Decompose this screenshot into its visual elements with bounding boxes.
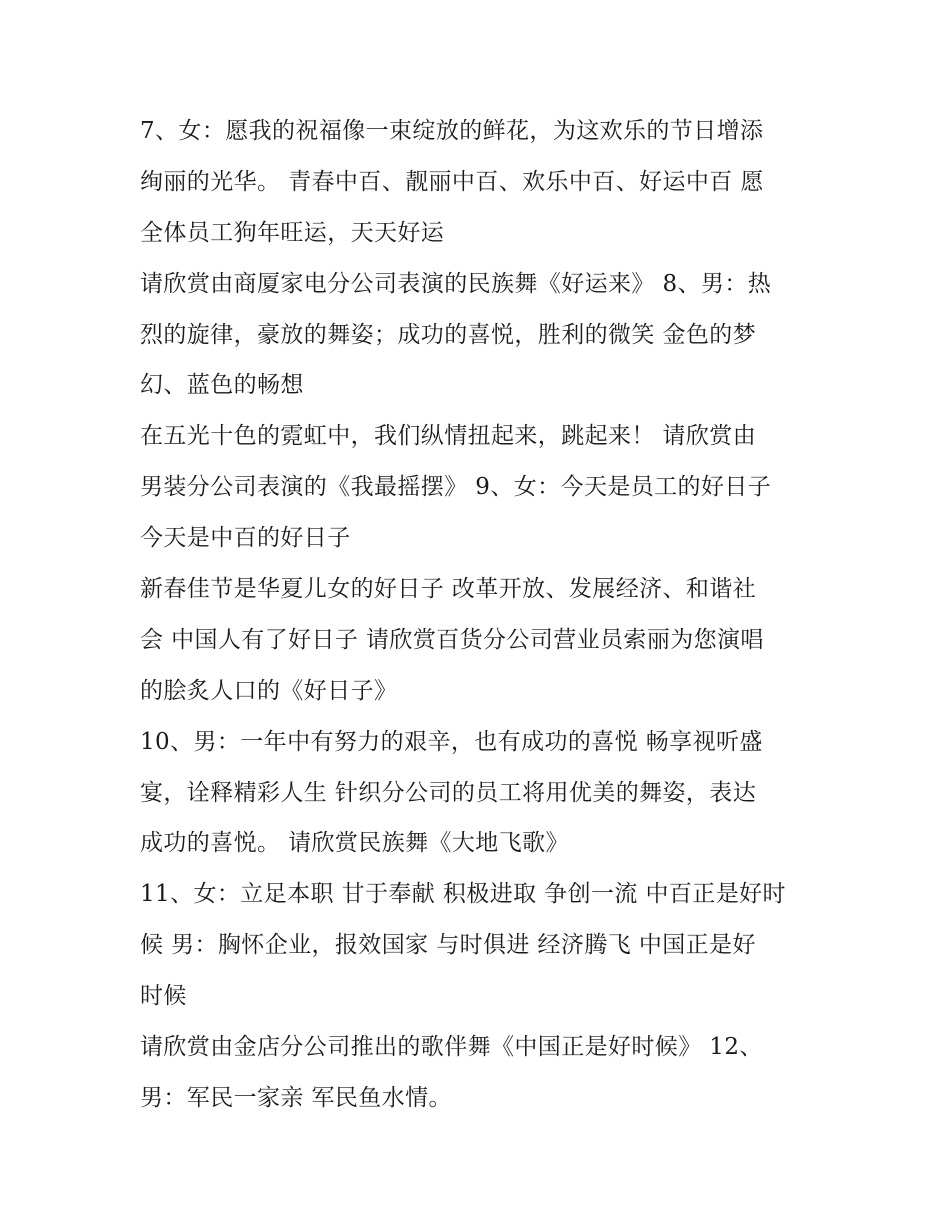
- text-line: 幻、蓝色的畅想: [140, 372, 304, 399]
- text-line: 烈的旋律，豪放的舞姿；成功的喜悦，胜利的微笑 金色的梦: [140, 321, 757, 348]
- text-line: 请欣赏由商厦家电分公司表演的民族舞《好运来》 8、男：热: [140, 270, 772, 297]
- text-line: 在五光十色的霓虹中，我们纵情扭起来，跳起来！ 请欣赏由: [140, 423, 757, 450]
- text-line: 10、男：一年中有努力的艰辛，也有成功的喜悦 畅享视听盛: [140, 728, 763, 755]
- text-line: 宴，诠释精彩人生 针织分公司的员工将用优美的舞姿，表达: [140, 779, 757, 806]
- text-line: 候 男：胸怀企业，报效国家 与时俱进 经济腾飞 中国正是好: [140, 932, 756, 959]
- text-line: 11、女：立足本职 甘于奉献 积极进取 争创一流 中百正是好时: [140, 881, 786, 908]
- text-line: 会 中国人有了好日子 请欣赏百货分公司营业员索丽为您演唱: [140, 626, 764, 653]
- text-line: 成功的喜悦。 请欣赏民族舞《大地飞歌》: [140, 830, 569, 857]
- text-line: 请欣赏由金店分公司推出的歌伴舞《中国正是好时候》 12、: [140, 1034, 763, 1061]
- text-line: 男装分公司表演的《我最摇摆》 9、女：今天是员工的好日子: [140, 474, 772, 501]
- text-line: 全体员工狗年旺运，天天好运: [140, 219, 445, 246]
- document-body: [140, 106, 820, 1124]
- text-line: 男：军民一家亲 军民鱼水情。: [140, 1084, 452, 1111]
- text-line: 新春佳节是华夏儿女的好日子 改革开放、发展经济、和谐社: [140, 576, 757, 603]
- text-line: 绚丽的光华。 青春中百、靓丽中百、欢乐中百、好运中百 愿: [140, 168, 764, 195]
- text-line: 的脍炙人口的《好日子》: [140, 677, 398, 704]
- text-line: 时候: [140, 983, 187, 1010]
- text-line: 7、女：愿我的祝福像一束绽放的鲜花，为这欢乐的节日增添: [140, 118, 764, 144]
- text-line: 今天是中百的好日子: [140, 525, 351, 552]
